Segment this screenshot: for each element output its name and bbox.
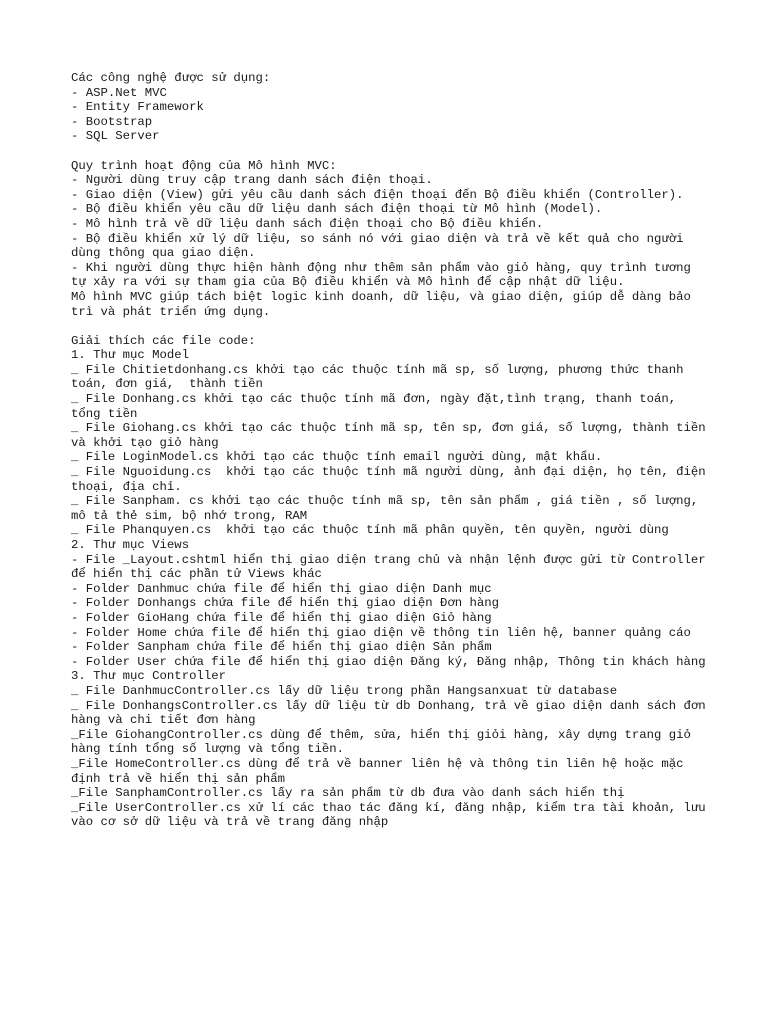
- list-item: - Người dùng truy cập trang danh sách điện thoại.: [71, 173, 433, 188]
- list-item: _File SanphamController.cs lấy ra sản phẩm từ db đưa vào danh sách hiển thị: [71, 786, 625, 801]
- list-item: - Folder Donhangs chứa file để hiển thị giao diện Đơn hàng: [71, 596, 500, 611]
- list-item: - Folder Sanpham chứa file để hiển thị giao diện Sản phẩm: [71, 640, 492, 655]
- list-item: - SQL Server: [71, 129, 160, 144]
- list-item: - Khi người dùng thực hiện hành động như thêm sản phẩm vào giỏ hàng, quy trình tương tự xảy ra với sự tham gia của Bộ điều khiển và Mô hình để cập nhật dữ liệu.: [71, 260, 699, 290]
- list-item: - Folder Home chứa file để hiển thị giao diện về thông tin liên hệ, banner quảng cáo: [71, 625, 691, 640]
- list-item: _ File Chitietdonhang.cs khởi tạo các thuộc tính mã sp, số lượng, phương thức thanh toán, đơn giá, thành tiền: [71, 362, 691, 392]
- subsection-heading: 3. Thư mục Controller: [71, 669, 226, 684]
- list-item: - Folder Danhmuc chứa file để hiển thị giao diện Danh mục: [71, 581, 492, 596]
- subsection-heading: 1. Thư mục Model: [71, 348, 190, 363]
- list-item: - Bootstrap: [71, 114, 153, 129]
- subsection-heading: 2. Thư mục Views: [71, 538, 190, 552]
- list-item: _ File Donhang.cs khởi tạo các thuộc tính mã đơn, ngày đặt,tình trạng, thanh toán, tổng tiền: [71, 392, 684, 421]
- list-item: _ File DonhangsController.cs lấy dữ liệu từ db Donhang, trả về giao diện danh sách đơn hàng và chi tiết đơn hàng: [71, 698, 714, 728]
- list-item: _ File Giohang.cs khởi tạo các thuộc tính mã sp, tên sp, đơn giá, số lượng, thành tiền và khởi tạo giỏ hàng: [71, 421, 714, 450]
- list-item: - ASP.Net MVC: [71, 85, 167, 100]
- list-item: _File HomeController.cs dùng để trả về banner liên hệ và thông tin liên hệ hoặc mặc định trả về hiển thị sản phẩm: [71, 756, 691, 786]
- list-item: - Mô hình trả về dữ liệu danh sách điện thoại cho Bộ điều khiển.: [71, 216, 544, 231]
- list-item: - Bộ điều khiển yêu cầu dữ liệu danh sách điện thoại từ Mô hình (Model).: [71, 202, 603, 217]
- list-item: - Giao diện (View) gửi yêu cầu danh sách điện thoại đến Bộ điều khiển (Controller).: [71, 187, 684, 202]
- document-page: [71, 71, 714, 844]
- list-item: _ File Phanquyen.cs khởi tạo các thuộc tính mã phân quyền, tên quyền, người dùng: [71, 523, 669, 538]
- list-item: _ File Nguoidung.cs khởi tạo các thuộc tính mã người dùng, ảnh đại diện, họ tên, điện thoại, địa chỉ.: [71, 465, 714, 494]
- list-item: - Folder GioHang chứa file để hiển thị giao diện Giỏ hàng: [71, 610, 492, 625]
- list-item: _File GiohangController.cs dùng để thêm, sửa, hiển thị giỏi hàng, xây dựng trang giỏ hàng tính tổng số lượng và tổng tiền.: [71, 727, 699, 757]
- list-item: - Folder User chứa file để hiển thị giao diện Đăng ký, Đăng nhập, Thông tin khách hàng: [71, 654, 706, 669]
- list-item: _File UserController.cs xử lí các thao tác đăng kí, đăng nhập, kiểm tra tài khoản, lưu vào cơ sở dữ liệu và trả về trang đăng nhập: [71, 800, 714, 830]
- list-item: _ File DanhmucController.cs lấy dữ liệu trong phần Hangsanxuat từ database: [71, 683, 618, 698]
- technologies-section: [71, 71, 711, 144]
- mvc-process-section: [71, 159, 711, 320]
- paragraph: Mô hình MVC giúp tách biệt logic kinh doanh, dữ liệu, và giao diện, giúp dễ dàng bảo trì và phát triển ứng dụng.: [71, 289, 699, 319]
- section-heading: Quy trình hoạt động của Mô hình MVC:: [71, 158, 337, 173]
- list-item: - Bộ điều khiển xử lý dữ liệu, so sánh nó với giao diện và trả về kết quả cho người dùng thông qua giao diện.: [71, 231, 691, 261]
- section-heading: Các công nghệ được sử dụng:: [71, 71, 271, 85]
- list-item: _ File LoginModel.cs khởi tạo các thuộc tính email người dùng, mật khẩu.: [71, 450, 603, 465]
- list-item: - File _Layout.cshtml hiển thị giao diện trang chủ và nhận lệnh được gửi từ Controller để hiển thị các phần tử Views khác: [71, 552, 714, 582]
- list-item: - Entity Framework: [71, 100, 204, 115]
- list-item: _ File Sanpham. cs khởi tạo các thuộc tính mã sp, tên sản phẩm , giá tiền , số lượng, mô tả thẻ sim, bộ nhớ trong, RAM: [71, 494, 706, 523]
- file-explanation-section: [71, 333, 714, 830]
- section-heading: Giải thích các file code:: [71, 333, 256, 348]
